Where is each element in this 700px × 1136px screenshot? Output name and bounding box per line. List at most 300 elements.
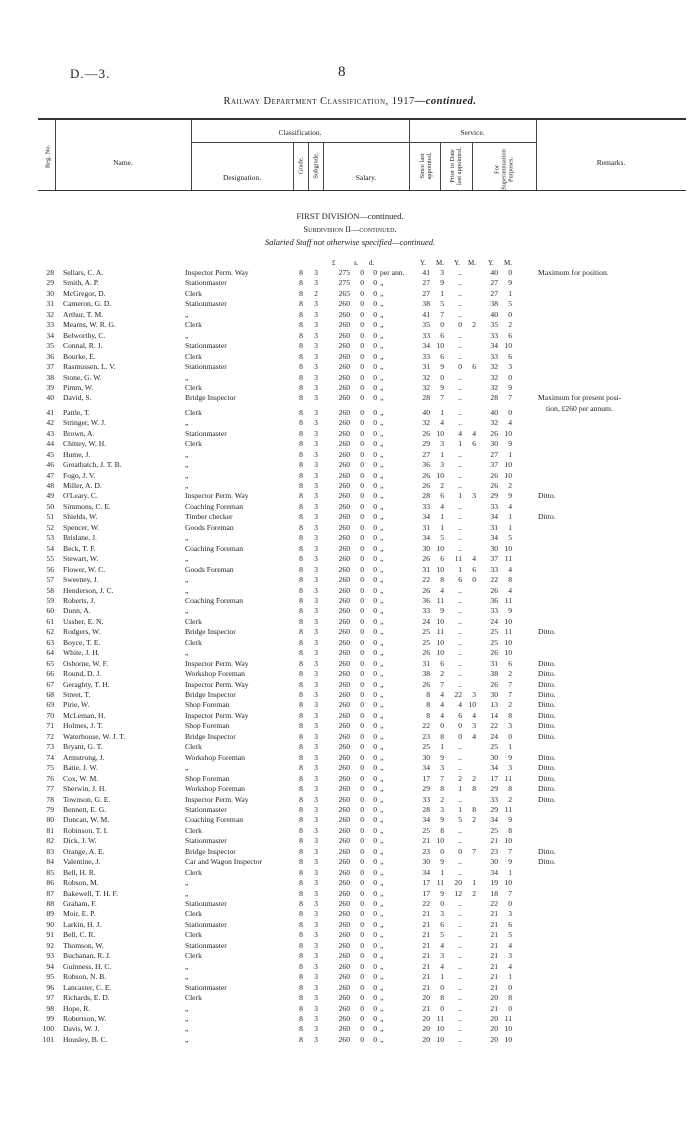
subgrade: 3: [314, 627, 318, 637]
super-years: 21: [490, 919, 498, 929]
salary-shillings: 0: [360, 330, 364, 340]
salary-pounds: 260: [338, 393, 350, 403]
super-years: 25: [490, 627, 498, 637]
grade: 8: [299, 1003, 303, 1013]
unit-years: Y.: [488, 259, 494, 267]
super-years: 26: [490, 585, 498, 595]
super-months: 0: [508, 407, 512, 417]
subgrade: 3: [314, 470, 318, 480]
salary-shillings: 0: [360, 637, 364, 647]
grade: 8: [299, 362, 303, 372]
subgrade: 3: [314, 268, 318, 277]
since-years: 32: [422, 372, 430, 382]
designation: Car and Wagon Inspector: [185, 857, 263, 867]
table-row: [0, 439, 700, 449]
salary-shillings: 0: [360, 309, 364, 319]
subgrade: 3: [314, 700, 318, 710]
super-years: 24: [490, 616, 498, 626]
salary-pence: 0: [373, 533, 377, 543]
table-row: [0, 362, 700, 372]
salary-pence: 0: [373, 512, 377, 522]
salary-shillings: 0: [360, 522, 364, 532]
table-row: [0, 278, 700, 288]
reg-no: 100: [42, 1024, 54, 1034]
since-months: 6: [440, 491, 444, 501]
since-years: 21: [422, 982, 430, 992]
salary-shillings: 0: [360, 575, 364, 585]
salary-period: „: [380, 961, 384, 971]
unit-shilling: s.: [354, 259, 359, 267]
salary-pounds: 260: [338, 616, 350, 626]
prior-years: ..: [458, 330, 462, 340]
since-months: 9: [440, 606, 444, 616]
salary-pounds: 260: [338, 982, 350, 992]
subgrade: 3: [314, 710, 318, 720]
super-years: 40: [490, 268, 498, 277]
salary-pounds: 275: [338, 278, 350, 288]
salary-shillings: 0: [360, 407, 364, 417]
prior-years: ..: [458, 309, 462, 319]
since-years: 22: [422, 721, 430, 731]
designation: „: [185, 554, 189, 564]
super-months: 9: [508, 382, 512, 392]
staff-name: Robinson, T. I.: [63, 825, 109, 835]
super-months: 11: [504, 554, 512, 564]
designation: „: [185, 1003, 189, 1013]
designation: „: [185, 1024, 189, 1034]
table-row: [0, 836, 700, 846]
salary-pounds: 260: [338, 669, 350, 679]
table-row: [0, 1035, 700, 1045]
prior-months: 4: [472, 554, 476, 564]
table-row: [0, 763, 700, 773]
grade: 8: [299, 330, 303, 340]
table-row: [0, 889, 700, 899]
table-row: [0, 805, 700, 815]
remarks: Ditto.: [538, 731, 556, 741]
staff-name: Belworthy, C.: [63, 330, 106, 340]
prior-years: ..: [458, 919, 462, 929]
salary-pence: 0: [373, 382, 377, 392]
prior-years: ..: [458, 679, 462, 689]
reg-no: 72: [46, 731, 54, 741]
salary-period: „: [380, 606, 384, 616]
salary-period: „: [380, 794, 384, 804]
since-years: 8: [426, 710, 430, 720]
since-months: 1: [440, 742, 444, 752]
remarks: Ditto.: [538, 690, 556, 699]
staff-name: White, J. H.: [63, 648, 100, 658]
super-years: 31: [490, 522, 498, 532]
since-months: 3: [440, 460, 444, 470]
salary-period: „: [380, 972, 384, 982]
staff-name: Greatbatch, J. T. B.: [63, 460, 122, 470]
prior-years: ..: [458, 382, 462, 392]
salary-shillings: 0: [360, 982, 364, 992]
prior-months: 3: [472, 690, 476, 699]
remarks: Ditto.: [538, 773, 556, 783]
subgrade: 3: [314, 512, 318, 522]
grade: 8: [299, 418, 303, 428]
since-months: 6: [440, 330, 444, 340]
salary-period: „: [380, 763, 384, 773]
table-row: [0, 941, 700, 951]
subdivision-heading: Subdivision II—continued.: [303, 224, 397, 234]
staff-name: Graham, F.: [63, 899, 97, 908]
prior-years: 6: [458, 575, 462, 585]
super-months: 8: [508, 710, 512, 720]
reg-no: 29: [46, 278, 54, 288]
table-row: [0, 1024, 700, 1034]
grade: 8: [299, 909, 303, 919]
salary-pence: 0: [373, 627, 377, 637]
salary-pence: 0: [373, 1034, 377, 1044]
subgrade: 3: [314, 878, 318, 888]
super-months: 10: [504, 1034, 512, 1044]
prior-years: ..: [458, 742, 462, 752]
staff-name: Stringer, W. J.: [63, 418, 106, 428]
subgrade: 3: [314, 815, 318, 825]
super-months: 9: [508, 815, 512, 825]
salary-period: „: [380, 951, 384, 961]
super-months: 9: [508, 278, 512, 288]
prior-years: ..: [458, 268, 462, 277]
grade: 8: [299, 575, 303, 585]
unit-years: Y.: [420, 259, 426, 267]
grade: 8: [299, 836, 303, 846]
grade: 8: [299, 742, 303, 752]
reg-no: 74: [46, 752, 54, 762]
subgrade: 3: [314, 407, 318, 417]
table-row: [0, 1014, 700, 1024]
prior-years: ..: [458, 501, 462, 511]
table-row: [0, 774, 700, 784]
since-years: 32: [422, 382, 430, 392]
super-years: 32: [490, 372, 498, 382]
table-row: [0, 732, 700, 742]
table-row: [0, 700, 700, 710]
salary-pence: 0: [373, 763, 377, 773]
grade: 8: [299, 382, 303, 392]
salary-pence: 0: [373, 481, 377, 490]
salary-period: „: [380, 564, 384, 574]
super-months: 9: [508, 606, 512, 616]
staff-name: Armstrong, J.: [63, 752, 105, 762]
grade: 8: [299, 951, 303, 961]
designation: Workshop Foreman: [185, 784, 245, 794]
reg-no: 35: [46, 341, 54, 351]
since-years: 23: [422, 731, 430, 741]
salary-pounds: 260: [338, 1013, 350, 1023]
table-row: [0, 951, 700, 961]
staff-name: Holmes, J. T.: [63, 721, 104, 731]
salary-period: „: [380, 351, 384, 361]
reg-no: 54: [46, 543, 54, 553]
salary-period: „: [380, 512, 384, 522]
reg-no: 90: [46, 919, 54, 929]
salary-pence: 0: [373, 418, 377, 428]
since-years: 34: [422, 341, 430, 351]
unit-months: M.: [436, 259, 444, 267]
grade: 8: [299, 564, 303, 574]
salary-pence: 0: [373, 878, 377, 888]
super-years: 21: [490, 909, 498, 919]
since-months: 3: [440, 951, 444, 961]
super-months: 6: [508, 330, 512, 340]
remarks: Ditto.: [538, 491, 556, 501]
salary-pence: 0: [373, 752, 377, 762]
designation: „: [185, 606, 189, 616]
since-years: 26: [422, 481, 430, 490]
subgrade: 3: [314, 1013, 318, 1023]
title-main: Railway Department Classification, 1917: [223, 96, 415, 107]
salary-pounds: 260: [338, 846, 350, 856]
since-years: 21: [422, 940, 430, 950]
super-months: 4: [508, 418, 512, 428]
designation: Inspector Perm. Way: [185, 679, 249, 689]
table-row: [0, 299, 700, 309]
staff-name: Pirie, W.: [63, 700, 90, 710]
grade: 8: [299, 899, 303, 908]
grade: 8: [299, 512, 303, 522]
designation: Stationmaster: [185, 899, 227, 908]
reg-no: 46: [46, 460, 54, 470]
designation: Bridge Inspector: [185, 393, 236, 403]
prior-months: 4: [472, 428, 476, 438]
since-months: 10: [436, 470, 444, 480]
salary-pence: 0: [373, 543, 377, 553]
since-months: 6: [440, 658, 444, 668]
designation: „: [185, 961, 189, 971]
subgrade: 3: [314, 846, 318, 856]
reg-no: 79: [46, 804, 54, 814]
prior-years: ..: [458, 961, 462, 971]
grade: 8: [299, 919, 303, 929]
salary-pounds: 260: [338, 784, 350, 794]
subgrade: 3: [314, 763, 318, 773]
reg-no: 56: [46, 564, 54, 574]
super-months: 2: [508, 669, 512, 679]
grade: 8: [299, 554, 303, 564]
reg-no: 65: [46, 658, 54, 668]
since-years: 38: [422, 299, 430, 309]
salary-pence: 0: [373, 731, 377, 741]
salary-pence: 0: [373, 794, 377, 804]
since-months: 4: [440, 585, 444, 595]
salary-pounds: 260: [338, 700, 350, 710]
salary-pounds: 260: [338, 899, 350, 908]
grade: 8: [299, 351, 303, 361]
table-row: [0, 491, 700, 501]
super-months: 10: [504, 543, 512, 553]
since-years: 24: [422, 616, 430, 626]
staff-name: Duncan, W. M.: [63, 815, 110, 825]
subgrade: 3: [314, 616, 318, 626]
divider: [308, 142, 309, 190]
prior-years: ..: [458, 288, 462, 298]
salary-period: „: [380, 773, 384, 783]
super-months: 11: [504, 595, 512, 605]
salary-period: „: [380, 679, 384, 689]
salary-pounds: 260: [338, 533, 350, 543]
designation: „: [185, 481, 189, 490]
prior-months: 1: [472, 878, 476, 888]
since-months: 3: [440, 439, 444, 449]
table-row: [0, 310, 700, 320]
salary-shillings: 0: [360, 428, 364, 438]
salary-pounds: 260: [338, 595, 350, 605]
reg-no: 75: [46, 763, 54, 773]
super-months: 3: [508, 763, 512, 773]
subgrade: 3: [314, 393, 318, 403]
designation: Stationmaster: [185, 341, 227, 351]
table-row: [0, 721, 700, 731]
prior-years: ..: [458, 393, 462, 403]
grade: 8: [299, 428, 303, 438]
table-row: [0, 408, 700, 418]
since-months: 1: [440, 522, 444, 532]
salary-period: „: [380, 648, 384, 658]
since-months: 0: [440, 899, 444, 908]
staff-name: Cox, W. M.: [63, 773, 99, 783]
super-years: 14: [490, 710, 498, 720]
table-row: [0, 393, 700, 403]
salary-pence: 0: [373, 961, 377, 971]
staff-name: Townson, G. E.: [63, 794, 111, 804]
col-prior-to-date: Prior to Date last appointed.: [449, 147, 463, 185]
salary-shillings: 0: [360, 418, 364, 428]
unit-pence: d.: [369, 259, 375, 267]
reg-no: 81: [46, 825, 54, 835]
grade: 8: [299, 961, 303, 971]
salary-period: „: [380, 439, 384, 449]
since-years: 27: [422, 288, 430, 298]
staff-name: Dick, J. W.: [63, 836, 97, 846]
subgrade: 3: [314, 658, 318, 668]
staff-name: Bourke, E.: [63, 351, 96, 361]
salary-pence: 0: [373, 278, 377, 288]
since-months: 1: [440, 972, 444, 982]
remarks: Ditto.: [538, 627, 556, 637]
super-months: 10: [504, 648, 512, 658]
salary-shillings: 0: [360, 804, 364, 814]
staff-name: Stewart, W.: [63, 554, 99, 564]
table-row: [0, 983, 700, 993]
subgrade: 3: [314, 731, 318, 741]
super-years: 34: [490, 763, 498, 773]
prior-years: 0: [458, 846, 462, 856]
reg-no: 28: [46, 268, 54, 277]
salary-pence: 0: [373, 857, 377, 867]
subgrade: 3: [314, 679, 318, 689]
designation: Stationmaster: [185, 299, 227, 309]
prior-years: ..: [458, 616, 462, 626]
grade: 8: [299, 309, 303, 319]
subgrade: 3: [314, 362, 318, 372]
salary-period: „: [380, 428, 384, 438]
since-years: 28: [422, 393, 430, 403]
since-months: 10: [436, 836, 444, 846]
salary-period: „: [380, 878, 384, 888]
designation: Clerk: [185, 909, 202, 919]
prior-months: 8: [472, 804, 476, 814]
salary-pounds: 260: [338, 710, 350, 720]
salary-pounds: 260: [338, 299, 350, 309]
salary-shillings: 0: [360, 627, 364, 637]
designation: „: [185, 878, 189, 888]
grade: 8: [299, 543, 303, 553]
since-months: 4: [440, 710, 444, 720]
super-months: 1: [508, 742, 512, 752]
super-years: 13: [490, 700, 498, 710]
salary-pounds: 260: [338, 606, 350, 616]
staff-name: Shields, W.: [63, 512, 98, 522]
subgrade: 3: [314, 501, 318, 511]
super-years: 32: [490, 362, 498, 372]
salary-period: „: [380, 362, 384, 372]
grade: 8: [299, 1024, 303, 1034]
super-years: 30: [490, 690, 498, 699]
super-years: 33: [490, 564, 498, 574]
salary-shillings: 0: [360, 449, 364, 459]
since-years: 32: [422, 418, 430, 428]
subgrade: 3: [314, 794, 318, 804]
reg-no: 42: [46, 418, 54, 428]
subgrade: 3: [314, 554, 318, 564]
grade: 8: [299, 648, 303, 658]
subgrade: 3: [314, 1024, 318, 1034]
salary-period: „: [380, 742, 384, 752]
super-years: 33: [490, 351, 498, 361]
grade: 8: [299, 439, 303, 449]
salary-pounds: 260: [338, 522, 350, 532]
salary-pounds: 260: [338, 794, 350, 804]
salary-period: „: [380, 731, 384, 741]
since-months: 10: [436, 616, 444, 626]
reg-no: 38: [46, 372, 54, 382]
since-years: 33: [422, 351, 430, 361]
super-months: 10: [504, 341, 512, 351]
salary-pounds: 260: [338, 512, 350, 522]
prior-months: 2: [472, 888, 476, 898]
salary-period: „: [380, 700, 384, 710]
prior-months: 0: [472, 575, 476, 585]
salary-pence: 0: [373, 449, 377, 459]
super-years: 40: [490, 309, 498, 319]
salary-shillings: 0: [360, 857, 364, 867]
salary-pence: 0: [373, 299, 377, 309]
salary-shillings: 0: [360, 731, 364, 741]
reg-no: 33: [46, 320, 54, 330]
col-since-last: Since last appointed.: [419, 152, 433, 180]
salary-shillings: 0: [360, 878, 364, 888]
super-months: 11: [504, 804, 512, 814]
staff-name: Round, D. J.: [63, 669, 102, 679]
since-years: 25: [422, 742, 430, 752]
prior-years: ..: [458, 669, 462, 679]
prior-months: 8: [472, 784, 476, 794]
since-months: 3: [440, 763, 444, 773]
salary-pence: 0: [373, 606, 377, 616]
super-years: 22: [490, 721, 498, 731]
salary-shillings: 0: [360, 763, 364, 773]
designation: „: [185, 575, 189, 585]
grade: 8: [299, 972, 303, 982]
salary-pence: 0: [373, 470, 377, 480]
salary-shillings: 0: [360, 439, 364, 449]
grade: 8: [299, 763, 303, 773]
subgrade: 3: [314, 330, 318, 340]
